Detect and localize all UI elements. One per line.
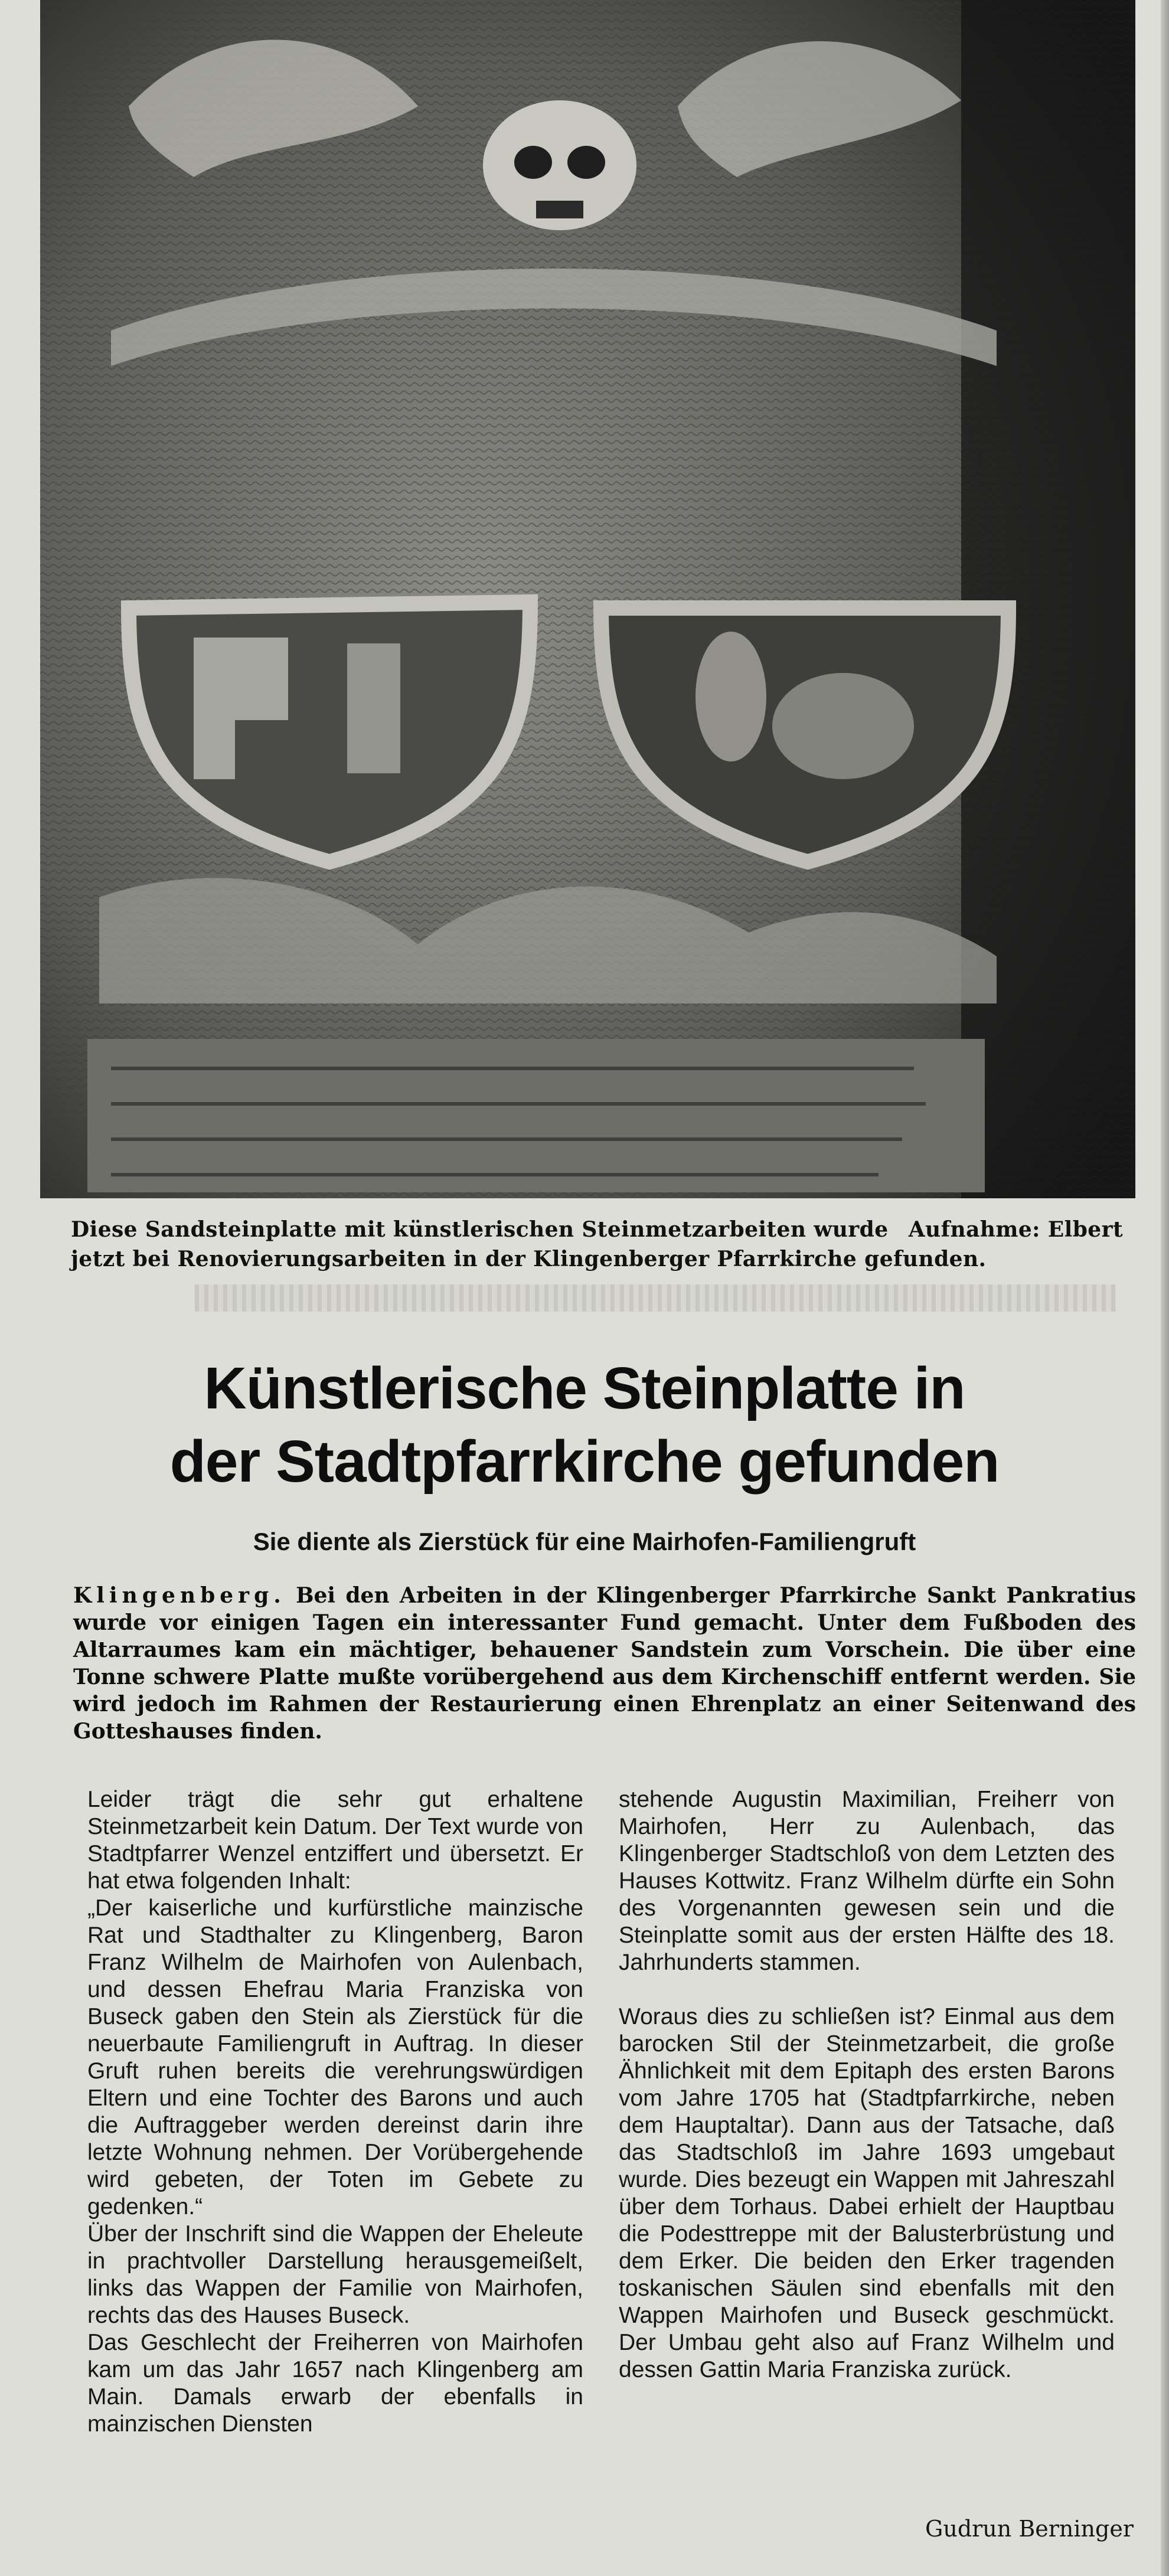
headline-line-2: der Stadtpfarrkirche gefunden [169,1428,1000,1495]
lead-text: Bei den Arbeiten in der Klingenberger Pfarrkirche Sankt Pankratius wurde vor einigen Tagen ein interessanter Fund gemacht. Unter dem Fußboden des Altarraumes kam ein mächtiger, behauener Sandstein zum Vorschein. Die über eine Tonne schwere Platte mußte vorübergehend aus dem Kirchenschiff entfernt werden. Sie wird jedoch im Rahmen der Restaurierung einen Ehrenplatz an einer Seitenwand des Gotteshauses finden. [73,1583,1136,1744]
paragraph: Woraus dies zu schließen ist? Einmal aus dem barocken Stil der Steinmetzarbeit, die große Ähnlichkeit mit dem Epitaph des ersten Barons vom Jahre 1705 hat (Stadtpfarrkirche, neben dem Hauptaltar). Dann aus der Tatsache, daß das Stadtschloß im Jahre 1693 umgebaut wurde. Dies bezeugt ein Wappen mit Jahreszahl über dem Torhaus. Dabei erhielt der Hauptbau die Podesttreppe mit der Balusterbrüstung und dem Erker. Die beiden den Erker tragenden toskanischen Säulen sind ebenfalls mit den Wappen Mairhofen und Buseck geschmückt. Der Umbau geht also auf Franz Wilhelm und dessen Gattin Maria Franziska zurück. [619,2004,1115,2382]
caption-credit: Aufnahme: Elbert [908,1217,1123,1242]
paragraph: Leider trägt die sehr gut erhaltene Steinmetzarbeit kein Datum. Der Text wurde von Stadtpfarrer Wenzel entziffert und übersetzt. Er hat etwa folgenden Inhalt: [87,1787,583,1894]
caption-text: Diese Sandsteinplatte mit künstlerischen Steinmetzarbeiten wurde jetzt bei Renovierungsarbeiten in der Klingenberger Pfarrkirche gefunden. [71,1217,987,1271]
article-subheadline: Sie diente als Zierstück für eine Mairhofen-Familiengruft [253,1528,916,1555]
article-headline [47,1352,1122,1498]
scan-edge-shadow [1161,0,1169,2576]
dateline: Klingenberg. [73,1583,286,1608]
sandstone-relief-image [40,0,1135,1198]
paragraph: stehende Augustin Maximilian, Freiherr von Mairhofen, Herr zu Aulenbach, das Klingenberger Stadtschloß von dem Letzten des Hauses Kottwitz. Franz Wilhelm dürfte ein Sohn des Vorgenannten gewesen sein und die Steinplatte somit aus der ersten Hälfte des 18. Jahrhunderts stammen. [619,1787,1115,1975]
lead-paragraph [73,1582,1136,1745]
print-bleed-through [195,1284,1116,1312]
headline-line-1: Künstlerische Steinplatte in [204,1355,965,1421]
body-column-right [619,1786,1115,2384]
paragraph: Über der Inschrift sind die Wappen der Eheleute in prachtvoller Darstellung herausgemeißelt, links das Wappen der Familie von Mairhofen, rechts das des Hauses Buseck. [87,2221,583,2328]
sandstone-plate-photo [40,0,1135,1198]
paragraph: „Der kaiserliche und kurfürstliche mainzische Rat und Stadthalter zu Klingenberg, Baron Franz Wilhelm de Mairhofen von Aulenbach, und dessen Ehefrau Maria Franziska von Buseck gaben den Stein als Zierstück für die neuerbaute Familiengruft in Auftrag. In dieser Gruft ruhen bereits die verehrungswürdigen Eltern und eine Tochter des Barons und auch die Auftraggeber werden dereinst darin ihre letzte Wohnung nehmen. Der Vorübergehende wird gebeten, der Toten im Gebete zu gedenken.“ [87,1895,583,2219]
photo-caption [71,1215,1128,1274]
author-byline: Gudrun Berninger [925,2516,1134,2542]
paragraph-spacer [619,1976,1115,2003]
body-column-left [87,1786,583,2438]
paragraph: Das Geschlecht der Freiherren von Mairhofen kam um das Jahr 1657 nach Klingenberg am Main. Damals erwarb der ebenfalls in mainzischen Diensten [87,2330,583,2437]
